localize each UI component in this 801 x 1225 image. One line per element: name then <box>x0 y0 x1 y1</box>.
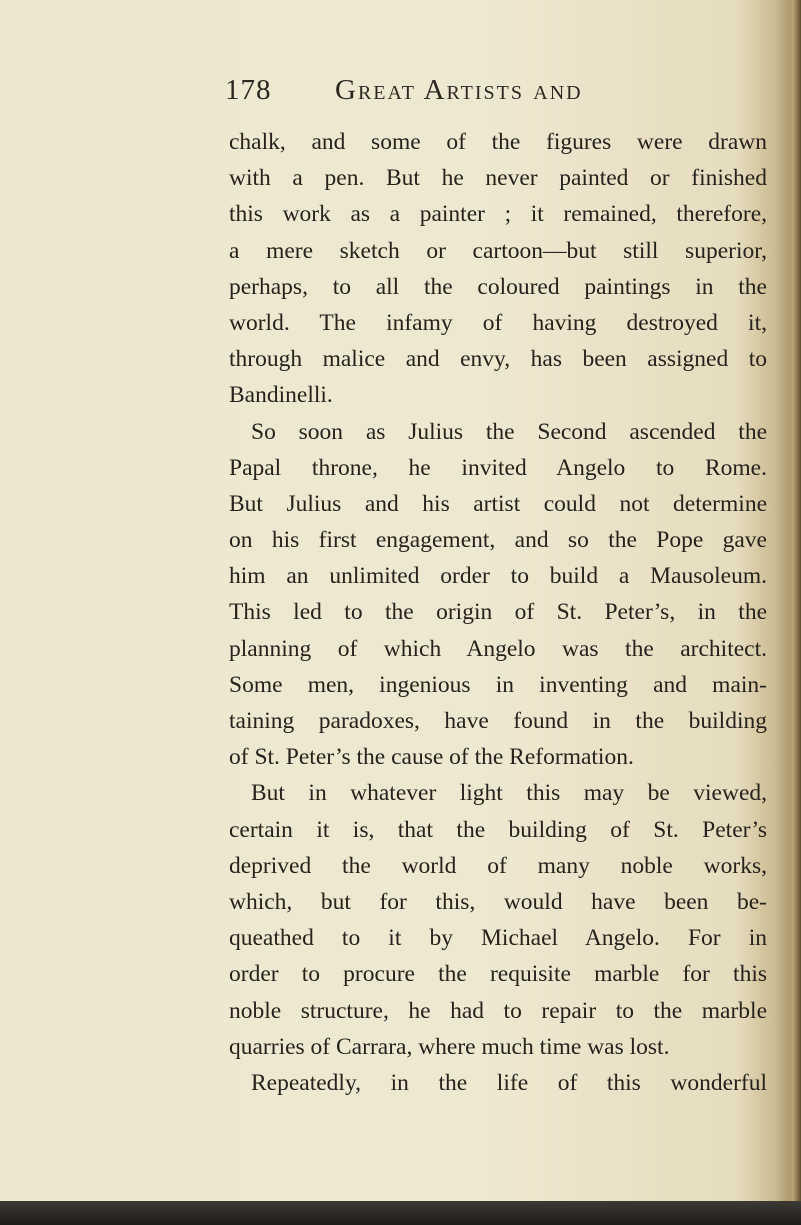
text-line: Bandinelli. <box>229 382 333 409</box>
text-line: deprived the world of many noble works, <box>229 852 767 879</box>
text-line: planning of which Angelo was the architect. <box>229 635 767 662</box>
text-line: But Julius and his artist could not determine <box>229 490 767 517</box>
text-line: So soon as Julius the Second ascended the <box>251 418 767 445</box>
scan-bottom-border <box>0 1201 801 1225</box>
text-line: Papal throne, he invited Angelo to Rome. <box>229 454 767 481</box>
text-line: order to procure the requisite marble for this <box>229 961 767 988</box>
text-line: noble structure, he had to repair to the marble <box>229 997 767 1024</box>
page-header <box>225 74 583 107</box>
text-line: taining paradoxes, have found in the building <box>229 708 767 734</box>
text-line: This led to the origin of St. Peter’s, in the <box>229 599 767 626</box>
text-line: on his first engagement, and so the Pope gave <box>229 527 767 554</box>
text-line: this work as a painter ; it remained, therefore, <box>229 201 767 228</box>
text-line: him an unlimited order to build a Mausoleum. <box>229 563 767 590</box>
text-line: Repeatedly, in the life of this wonderful <box>251 1069 767 1096</box>
text-line: a mere sketch or cartoon—but still superior, <box>229 237 767 264</box>
text-line: quarries of Carrara, where much time was lost. <box>229 1033 670 1060</box>
text-line: queathed to it by Michael Angelo. For in <box>229 925 767 952</box>
text-line: which, but for this, would have been be- <box>229 888 767 915</box>
text-line: through malice and envy, has been assigned to <box>229 346 767 373</box>
text-line: world. The infamy of having destroyed it, <box>229 309 767 336</box>
text-line: of St. Peter’s the cause of the Reformation. <box>229 744 634 771</box>
page-number: 178 <box>225 74 272 106</box>
text-line: chalk, and some of the figures were drawn <box>229 129 767 155</box>
text-line: perhaps, to all the coloured paintings in the <box>229 273 767 300</box>
text-line: Some men, ingenious in inventing and main- <box>229 671 767 698</box>
page-edge-shadow <box>787 0 801 1225</box>
running-head: Great Artists and <box>335 74 583 106</box>
text-line: certain it is, that the building of St. Peter’s <box>229 816 767 843</box>
text-line: with a pen. But he never painted or finished <box>229 165 767 192</box>
page-body <box>229 124 767 1101</box>
text-line: But in whatever light this may be viewed, <box>251 780 767 807</box>
